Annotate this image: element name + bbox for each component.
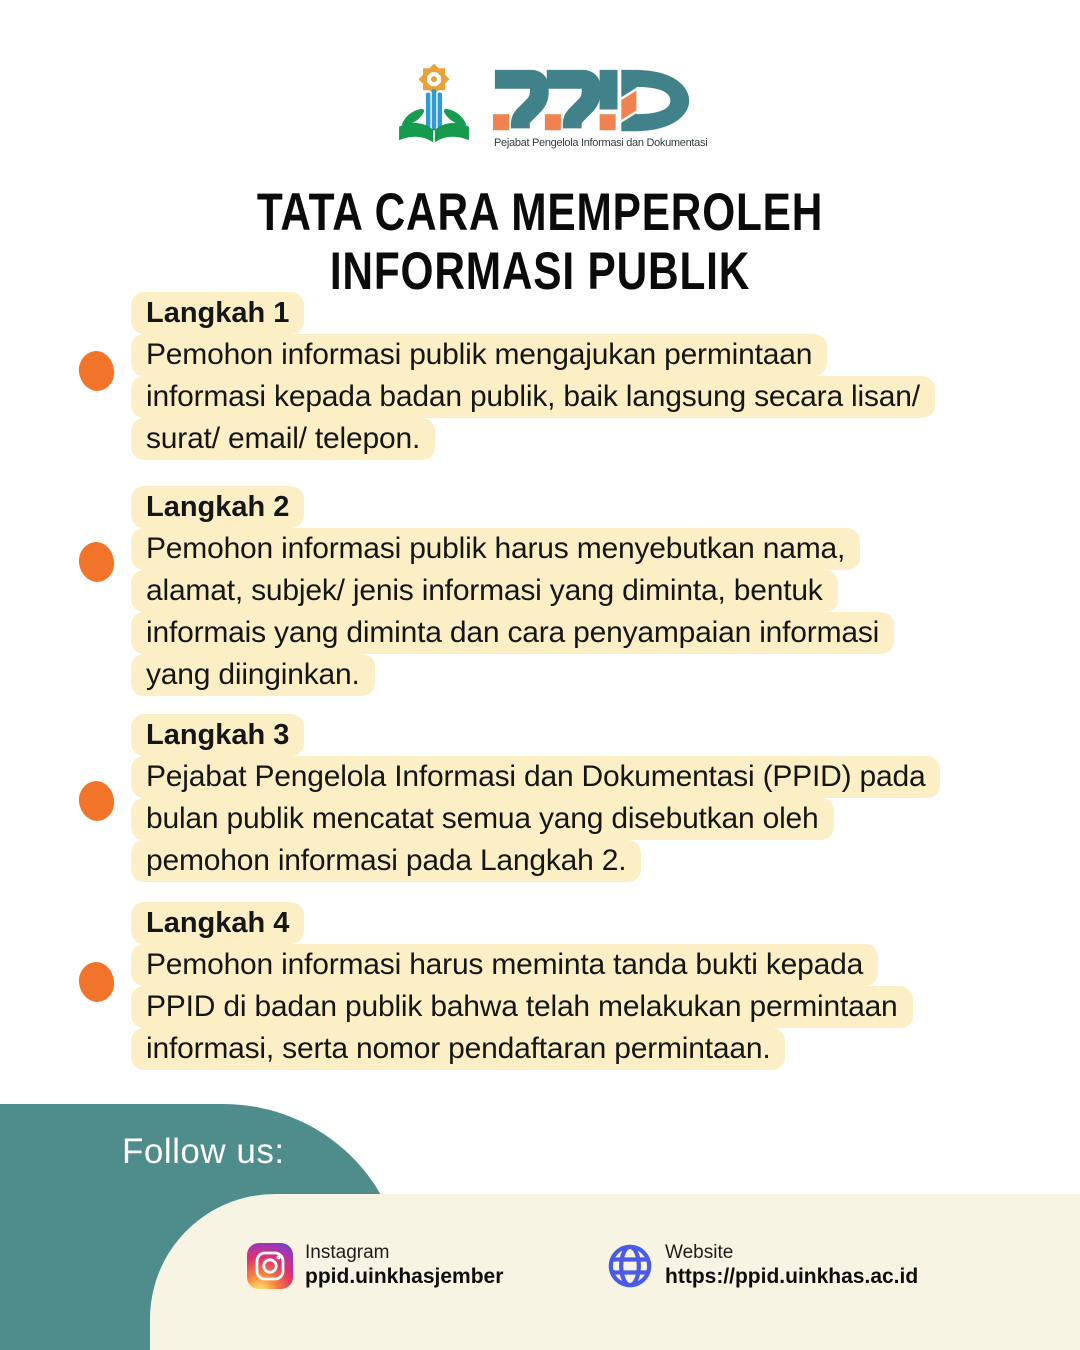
step-4 (131, 902, 1051, 1070)
step-2-text-line: informais yang diminta dan cara penyampaian informasi (131, 612, 894, 654)
step-2-bullet (76, 540, 116, 584)
website-label: Website (665, 1242, 734, 1263)
logo-tagline: Pejabat Pengelola Informasi dan Dokumentasi (494, 137, 708, 149)
website-url[interactable]: https://ppid.uinkhas.ac.id (665, 1265, 919, 1288)
uinkhas-logo-icon (393, 64, 475, 150)
step-4-text-line: informasi, serta nomor pendaftaran permintaan. (131, 1028, 785, 1070)
step-1 (131, 292, 1051, 460)
step-2-text-line: yang diinginkan. (131, 654, 375, 696)
step-1-heading: Langkah 1 (131, 292, 304, 334)
footer-contact-panel (150, 1194, 1080, 1350)
step-1-text-line: surat/ email/ telepon. (131, 418, 435, 460)
step-4-text-line: Pemohon informasi harus meminta tanda bukti kepada (131, 944, 878, 986)
step-1-bullet (76, 349, 116, 393)
title-line-1: TATA CARA MEMPEROLEH (256, 183, 824, 242)
logo-group (0, 0, 1080, 170)
step-4-bullet (76, 960, 116, 1004)
step-3-text-line: Pejabat Pengelola Informasi dan Dokumentasi (PPID) pada (131, 756, 940, 798)
step-2 (131, 486, 1051, 696)
step-3 (131, 714, 1051, 882)
instagram-label: Instagram (305, 1242, 390, 1263)
step-1-text-line: Pemohon informasi publik mengajukan permintaan (131, 334, 827, 376)
instagram-icon (247, 1243, 293, 1289)
step-3-heading: Langkah 3 (131, 714, 304, 756)
title-line-2: INFORMASI PUBLIK (329, 242, 751, 301)
step-4-text-line: PPID di badan publik bahwa telah melakukan permintaan (131, 986, 913, 1028)
instagram-contact[interactable] (247, 1242, 503, 1289)
page-title (0, 183, 1080, 301)
step-3-bullet (76, 779, 116, 823)
instagram-handle[interactable]: ppid.uinkhasjember (305, 1265, 504, 1288)
step-2-text-line: Pemohon informasi publik harus menyebutkan nama, (131, 528, 860, 570)
step-3-text-line: pemohon informasi pada Langkah 2. (131, 840, 641, 882)
ppid-wordmark-icon (493, 68, 693, 134)
globe-icon (607, 1243, 653, 1289)
step-3-text-line: bulan publik mencatat semua yang disebutkan oleh (131, 798, 834, 840)
website-contact[interactable] (607, 1242, 918, 1289)
ppid-logo (493, 68, 708, 152)
follow-us-label: Follow us: (122, 1132, 285, 1171)
step-2-heading: Langkah 2 (131, 486, 304, 528)
step-1-text-line: informasi kepada badan publik, baik langsung secara lisan/ (131, 376, 935, 418)
step-4-heading: Langkah 4 (131, 902, 304, 944)
step-2-text-line: alamat, subjek/ jenis informasi yang diminta, bentuk (131, 570, 838, 612)
